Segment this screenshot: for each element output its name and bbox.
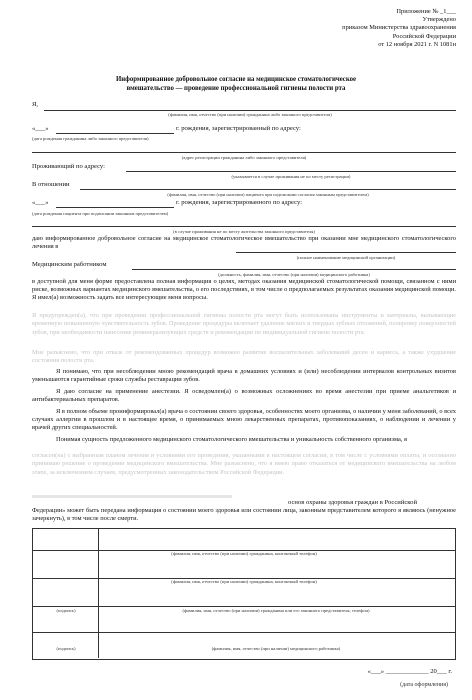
table-column-divider: [98, 528, 99, 658]
document-title: [40, 76, 432, 93]
caption-contact: (фамилия, имя, отчество (при наличии) гражданина, контактный телефон): [171, 579, 317, 584]
header-line: Приложение № _1___: [396, 8, 456, 15]
org-line[interactable]: [236, 252, 456, 253]
header-line: Российской Федерации: [392, 32, 456, 40]
caption-live2: (в случае проживания не по месту жительства законного представителя): [173, 229, 315, 234]
faded-paragraph: согласен(на) с выбранным планом лечения и условиями его проведения, указанными в настоящем согласии, в том числе с условиями оплаты, и осознанно принимаю решение о проведении медицинского вмешательства. Мне разъяснено, что я имею право отказаться от медицинского вмешательства на любом этапе, за исключением случаев, предусмотренных законодательством Российской Федерации.: [32, 452, 456, 476]
ya-label: Я,: [32, 101, 39, 108]
live-address-line[interactable]: [126, 171, 456, 172]
fio-patient-line[interactable]: [44, 110, 456, 111]
federation-text: Федерации» может быть передана информация о состоянии моего здоровья или состоянии лица, законным представителем которого я являюсь (ненужное зачеркнуть), в том числе после смерти.: [32, 507, 456, 523]
caption-dob: (дата рождения гражданина либо законного представителя): [32, 136, 149, 141]
signature-caption: (подпись): [56, 608, 76, 613]
osnovy-text: основ охраны здоровья граждан в Российской: [288, 499, 417, 506]
home-care-paragraph: Я понимаю, что при несоблюдении мною рекомендаций врача в домашних условиях и (или) несоблюдении интервалов контрольных визитов уменьшаются гарантийные сроки службы реставрации зубов.: [32, 368, 456, 384]
header-line: Утверждено: [422, 16, 456, 24]
caption-worker: (должность, фамилия, имя, отчество (при наличии) медицинского работника): [218, 272, 370, 277]
dob2-line[interactable]: [56, 207, 174, 208]
caption-dob2: (дата рождения пациента при подписании законным представителем): [32, 211, 169, 216]
uniqueness-paragraph: Понимая сущность предложенного медицинского стоматологического вмешательства и уникальность собственного организма, я: [56, 436, 407, 443]
otnoshenie-line[interactable]: [80, 189, 456, 190]
faded-paragraph: Я предупрежден(а), что при проведении профессиональной гигиены полости рта могут быть использованы инструменты и материалы, вызывающие временную повышенную чувствительность зубов. Проведение процедуры включает удаление мягких и твердых зубных отложений, полировку поверхностей зубов, при необходимости нанесение реминерализующих средств и рекомендации по индивидуальной гигиене полости рта.: [32, 312, 456, 336]
anesthesia-paragraph: Я даю согласие на применение анестезии. Я осведомлен(а) о возможных осложнениях во время анестезии при приеме анальгетиков и антибактериальных препаратов.: [32, 388, 456, 404]
worker-line[interactable]: [132, 269, 456, 270]
table-divider: [32, 632, 456, 633]
consent-text: даю информированное добровольное согласие на медицинское стоматологическое вмешательство при оказании мне медицинского стоматологического лечения в: [32, 235, 456, 251]
table-divider: [32, 606, 456, 607]
live2-line[interactable]: [32, 226, 456, 227]
caption-otnoshenie: (фамилия, имя, отчество (при наличии) пациента при подписании согласия законным представителем): [167, 192, 369, 197]
dob2-prefix: «___»: [32, 199, 49, 206]
address-line[interactable]: [32, 152, 456, 153]
caption-patient-rep: (фамилия, имя, отчество (при наличии) гражданина или его законного представителя, телефон): [182, 608, 370, 613]
header-line: приказом Министерства здравоохранения: [342, 24, 456, 32]
signature-table: [32, 528, 456, 660]
caption-org: (полное наименование медицинской организации): [296, 255, 396, 260]
dob-suffix: г. рождения, зарегистрированный по адресу:: [176, 125, 301, 132]
faded-paragraph: Мне разъяснено, что при отказе от рекомендованных процедур возможно развитие воспалительных заболеваний десен и кариеса, а также ухудшение состояния полости рта.: [32, 349, 456, 365]
caption-address: (адрес регистрации гражданина либо законного представителя): [181, 155, 307, 160]
approval-header: [266, 8, 456, 49]
caption-med-worker: (фамилия, имя, отчество (при наличии) медицинского работника): [211, 646, 341, 651]
informed-paragraph: Я в полном объеме проинформировал(а) врача о состоянии своего здоровья, особенностях моего организма, о наличии у меня заболеваний, о всех случаях аллергии в прошлом и в настоящее время, о принимаемых мною лекарственных препаратах, противопоказаниях, о наблюдении и лечении у врачей других специальностей.: [32, 408, 456, 432]
info-paragraph: в доступной для меня форме предоставлена полная информация о целях, методах оказания медицинской стоматологической помощи, связанном с ними риске, возможных вариантах медицинского вмешательства, о его последствиях, в том числе о предполагаемых результатах оказания медицинской помощи. Я имел(а) возможность задать все интересующие меня вопросы.: [32, 278, 456, 302]
title-line: вмешательство — проведение профессиональной гигиены полости рта: [126, 84, 346, 92]
dob-prefix: «___»: [32, 125, 49, 132]
signature-caption: (подпись): [56, 646, 76, 651]
header-line: от 12 ноября 2021 г. N 1081н: [378, 40, 456, 48]
date-line[interactable]: «___» _____________ 20___ г.: [367, 668, 452, 675]
caption-fio-patient: (фамилия, имя, отчество (при наличии) гражданина либо законного представителя): [168, 112, 332, 117]
dob-line[interactable]: [56, 133, 174, 134]
faded-line: [32, 495, 232, 498]
live-label: Проживающий по адресу:: [32, 163, 105, 170]
caption-live: (указывается в случае проживания не по месту регистрации): [231, 174, 351, 179]
worker-label: Медицинским работником: [32, 261, 107, 268]
dob2-suffix: г. рождения, зарегистрированного по адресу:: [176, 199, 303, 206]
otnoshenie-label: В отношении: [32, 181, 70, 188]
date-caption: (дата оформления): [400, 682, 448, 688]
title-line: Информированное добровольное согласие на медицинское стоматологическое: [115, 76, 357, 83]
caption-contact: (фамилия, имя, отчество (при наличии) гражданина, контактный телефон): [171, 551, 317, 556]
